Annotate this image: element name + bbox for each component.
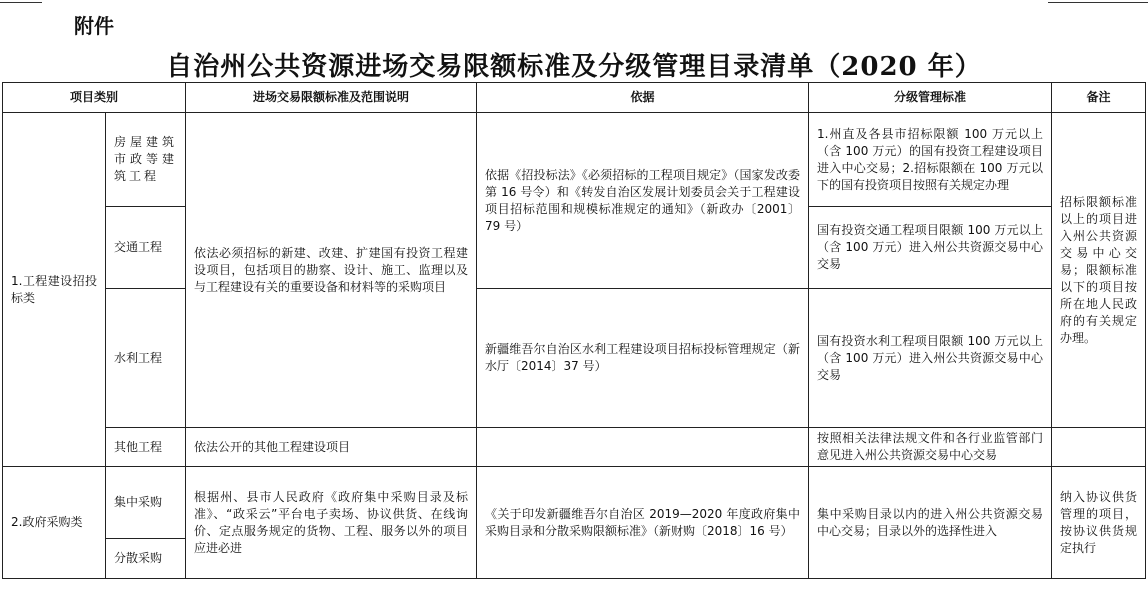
remark-procurement: 纳入协议供货管理的项目，按协议供货规定执行 — [1052, 467, 1146, 579]
table-row — [3, 428, 1146, 467]
top-rule-right — [1048, 2, 1148, 3]
header-basis: 依据 — [477, 83, 809, 113]
basis-construction: 依据《招投标法》《必须招标的工程项目规定》（国家发改委第 16 号令）和《转发自治区发展计划委员会关于工程建设项目招标范围和规模标准规定的通知》（新政办〔2001〕79 号） — [477, 113, 809, 289]
document-title: 自治州公共资源进场交易限额标准及分级管理目录清单（2020 年） — [166, 52, 982, 82]
table-row — [3, 289, 1146, 428]
subcategory-housing: 房屋建筑市政等建筑工程 — [106, 113, 186, 207]
header-row — [3, 83, 1146, 113]
category-construction: 1.工程建设招投标类 — [3, 113, 106, 467]
basis-other-empty — [477, 428, 809, 467]
table-row — [3, 467, 1146, 539]
remark-construction: 招标限额标准以上的项目进入州公共资源交易中心交易；限额标准以下的项目按所在地人民政府的有关规定办理。 — [1052, 113, 1146, 428]
level-transport: 国有投资交通工程项目限额 100 万元以上（含 100 万元）进入州公共资源交易中心交易 — [809, 207, 1052, 289]
basis-procurement: 《关于印发新疆维吾尔自治区 2019—2020 年度政府集中采购目录和分散采购限额标准》（新财购〔2018〕16 号） — [477, 467, 809, 579]
top-rule-left — [0, 2, 42, 3]
header-remark: 备注 — [1052, 83, 1146, 113]
level-water: 国有投资水利工程项目限额 100 万元以上（含 100 万元）进入州公共资源交易中心交易 — [809, 289, 1052, 428]
limit-other: 依法公开的其他工程建设项目 — [186, 428, 477, 467]
header-limit: 进场交易限额标准及范围说明 — [186, 83, 477, 113]
attachment-label: 附件 — [74, 14, 114, 38]
limit-procurement: 根据州、县市人民政府《政府集中采购目录及标准》、“政采云”平台电子卖场、协议供货、在线询价、定点服务规定的货物、工程、服务以外的项目应进必进 — [186, 467, 477, 579]
header-category: 项目类别 — [3, 83, 186, 113]
table-row — [3, 113, 1146, 207]
level-housing: 1.州直及各县市招标限额 100 万元以上（含 100 万元）的国有投资工程建设项目进入中心交易；2.招标限额在 100 万元以下的国有投资项目按照有关规定办理 — [809, 113, 1052, 207]
subcategory-transport: 交通工程 — [106, 207, 186, 289]
catalog-table — [2, 82, 1146, 579]
level-procurement: 集中采购目录以内的进入州公共资源交易中心交易；目录以外的选择性进入 — [809, 467, 1052, 579]
remark-other-empty — [1052, 428, 1146, 467]
subcategory-central: 集中采购 — [106, 467, 186, 539]
subcategory-water: 水利工程 — [106, 289, 186, 428]
subcategory-other: 其他工程 — [106, 428, 186, 467]
limit-construction: 依法必须招标的新建、改建、扩建国有投资工程建设项目，包括项目的勘察、设计、施工、监理以及与工程建设有关的重要设备和材料等的采购项目 — [186, 113, 477, 428]
basis-water: 新疆维吾尔自治区水利工程建设项目招标投标管理规定（新水厅〔2014〕37 号） — [477, 289, 809, 428]
category-procurement: 2.政府采购类 — [3, 467, 106, 579]
header-level: 分级管理标准 — [809, 83, 1052, 113]
level-other: 按照相关法律法规文件和各行业监管部门意见进入州公共资源交易中心交易 — [809, 428, 1052, 467]
subcategory-dispersed: 分散采购 — [106, 539, 186, 579]
